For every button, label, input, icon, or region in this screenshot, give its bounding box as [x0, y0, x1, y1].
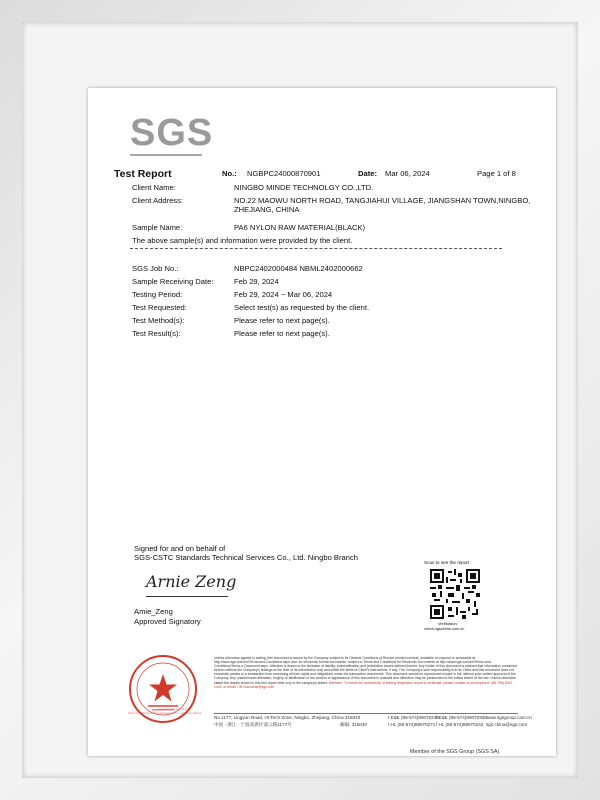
provided-note: The above sample(s) and information were provided by the client.: [132, 236, 353, 245]
test-results: Please refer to next page(s).: [234, 329, 330, 338]
testing-period-label: Testing Period:: [132, 290, 183, 299]
signature-line: [146, 596, 228, 597]
receiving-date-label: Sample Receiving Date:: [132, 277, 214, 286]
signatory-name: Amie_Zeng: [134, 607, 173, 616]
verification-url: check.sgsonline.com.cn: [424, 627, 465, 631]
footer-address-cn: 中国 · 浙江 · 宁波高新区凌云路1177号: [214, 722, 292, 727]
seal-subtitle: Inspection & Testing Services: [158, 708, 191, 711]
sgs-member-note: Member of the SGS Group (SGS SA): [410, 749, 500, 755]
client-name: NINGBO MINDE TECHNOLGY CO.,LTD.: [234, 183, 374, 192]
sample-name-label: Sample Name:: [132, 223, 183, 232]
report-date-label: Date:: [358, 169, 377, 178]
handwritten-signature: Arnie Zeng: [146, 572, 237, 591]
legal-disclaimer: [214, 656, 518, 694]
sample-name: PA6 NYLON RAW MATERIAL(BLACK): [234, 223, 366, 232]
receiving-date: Feb 29, 2024: [234, 277, 279, 286]
report-date: Mar 06, 2024: [385, 169, 430, 178]
client-address-line1: NO.22 MAOWU NORTH ROAD, TANGJIAHUI VILLAGE, JIANGSHAN TOWN,NINGBO,: [234, 196, 531, 205]
job-no-label: SGS Job No.:: [132, 264, 179, 273]
client-address-label: Client Address:: [132, 196, 184, 205]
signing-company: SGS-CSTC Standards Technical Services Co., Ltd. Ningbo Branch: [134, 553, 358, 562]
legal-text: Unless otherwise agreed in writing, this document is issued by the Company subject to its General Conditions of Service printed overleaf, available on request or accessible at http://www.sgs.com/en/Terms-and-Conditions.aspx and, for electronic format documents, subject to Terms and Conditions for Electronic Documents at http://www.sgs.com/en/Terms-and-Conditions/Terms-e-Document.aspx. Attention is drawn to the limitation of liability, indemnification and jurisdiction issues defined therein. Any holder of this document is advised that information contained hereon reflects the Company's findings at the time of its intervention only and within the limits of Client's instructions, if any. The Company's sole responsibility is to its Client and this document does not exonerate parties to a transaction from exercising all their rights and obligations under the transaction documents. This document cannot be reproduced except in full, without prior written approval of the Company. Any unauthorized alteration, forgery or falsification of the content or appearance of this document is unlawful and offenders may be prosecuted to the fullest extent of the law. Unless otherwise stated the results shown in this test report refer only to the sample(s) tested.: [214, 656, 517, 685]
footer-divider: [214, 713, 518, 714]
frame-mat: [22, 22, 578, 778]
client-name-label: Client Name:: [132, 183, 176, 192]
report-number-label: No.:: [222, 169, 237, 178]
report-number: NGBPC24000870901: [247, 169, 321, 178]
footer-fax-cn: f HL (86-574)89070242: [436, 722, 484, 727]
footer-phone: t E&E (86-574)89070249: [388, 715, 439, 720]
test-requested: Select test(s) as requested by the client.: [234, 303, 370, 312]
footer-fax: f E&E (86-574)89070300: [436, 715, 487, 720]
qr-caption: Scan to see the report: [424, 560, 470, 565]
qr-code[interactable]: [430, 569, 480, 619]
report-title: Test Report: [114, 168, 172, 180]
testing-period: Feb 29, 2024 ~ Mar 06, 2024: [234, 290, 333, 299]
footer-email[interactable]: sgs.china@sgs.com: [486, 722, 528, 727]
logo-underline: [130, 154, 202, 156]
verification-label: Verification:: [438, 622, 458, 626]
divider: [130, 248, 502, 249]
client-address-line2: ZHEJIANG, CHINA: [234, 205, 300, 214]
test-results-label: Test Result(s):: [132, 329, 181, 338]
test-requested-label: Test Requested:: [132, 303, 187, 312]
test-methods-label: Test Method(s):: [132, 316, 185, 325]
footer-phone-cn: t HL (86-574)89070271: [388, 722, 436, 727]
sgs-logo: SGS: [130, 112, 214, 154]
test-methods: Please refer to next page(s).: [234, 316, 330, 325]
seal-company: SGS-CSTC Standards Technical Services Co., Ltd. Ningbo Branch: [128, 712, 202, 715]
page-indicator: Page 1 of 8: [477, 169, 516, 178]
signed-on-behalf: Signed for and on behalf of: [134, 544, 226, 553]
signatory-title: Approved Signatory: [134, 617, 201, 626]
footer-address-en: No.1177, Lingyun Road, Hi-Tech Zone, Ningbo, Zhejiang, China 315040: [214, 715, 361, 720]
authenticity-notice: Attention: To check the authenticity of testing /inspection report & certificate, please contact us at telephone: (86-755) 8307 1443, or email: CN.Doccheck@sgs.com: [214, 680, 513, 689]
footer-website[interactable]: www.sgsgroup.com.cn: [486, 715, 532, 720]
job-no: NBPC2402000484 NBML2402000662: [234, 264, 363, 273]
footer-postcode: 邮编: 315040: [340, 722, 368, 727]
report-page: [88, 88, 556, 756]
